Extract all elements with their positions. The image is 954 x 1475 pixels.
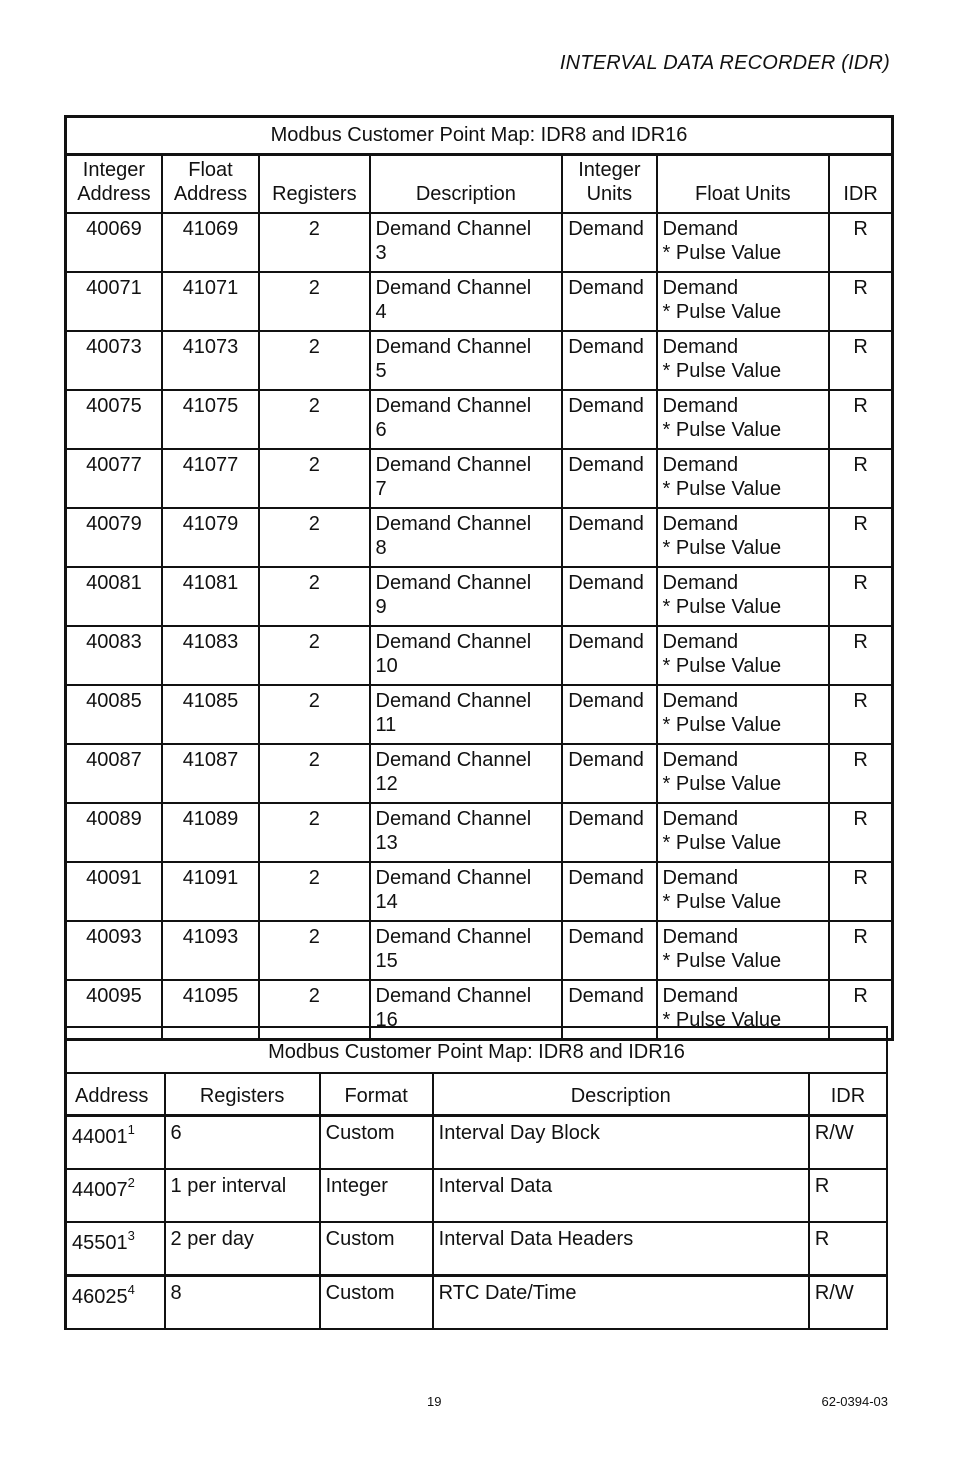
table-cell: Demand Channel 11 — [370, 685, 563, 744]
table-cell: R — [829, 331, 892, 390]
table-cell: R — [829, 567, 892, 626]
table-cell: 2 — [259, 213, 369, 272]
table-cell: 41089 — [162, 803, 259, 862]
column-header: Registers — [165, 1073, 320, 1116]
table-cell: R — [829, 390, 892, 449]
page-number: 19 — [427, 1394, 442, 1409]
table-row — [66, 331, 893, 390]
column-header: Float Address — [162, 155, 259, 214]
table-cell: Demand — [562, 921, 656, 980]
table-cell: Demand — [562, 980, 656, 1040]
table-cell: 41087 — [162, 744, 259, 803]
address-cell: 45501$^3$ — [66, 1222, 165, 1276]
table-cell: Demand Channel 3 — [370, 213, 563, 272]
idr-cell: R/W — [809, 1276, 887, 1330]
description-cell: Interval Data — [433, 1169, 809, 1222]
table-cell: 2 — [259, 921, 369, 980]
table-cell: 40081 — [66, 567, 162, 626]
table-cell: 2 — [259, 567, 369, 626]
table-row — [66, 272, 893, 331]
table-cell: 41081 — [162, 567, 259, 626]
table-row — [66, 744, 893, 803]
table-cell: R — [829, 980, 892, 1040]
table-cell: Demand — [562, 567, 656, 626]
table-cell: Demand — [562, 744, 656, 803]
table-cell: R — [829, 744, 892, 803]
description-cell: Interval Data Headers — [433, 1222, 809, 1276]
registers-cell: 8 — [165, 1276, 320, 1330]
table-cell: 41079 — [162, 508, 259, 567]
table-cell: 2 — [259, 980, 369, 1040]
table-cell: 40089 — [66, 803, 162, 862]
registers-cell: 6 — [165, 1116, 320, 1170]
table-cell: Demand Channel 15 — [370, 921, 563, 980]
table-row — [66, 626, 893, 685]
table-cell: 40095 — [66, 980, 162, 1040]
table-cell: Demand * Pulse Value — [657, 862, 830, 921]
table-cell: Demand — [562, 272, 656, 331]
address-cell: 46025$^4$ — [66, 1276, 165, 1330]
table-cell: Demand — [562, 626, 656, 685]
column-header: Integer Units — [562, 155, 656, 214]
table-cell: 40085 — [66, 685, 162, 744]
table-cell: 40093 — [66, 921, 162, 980]
table-cell: 40077 — [66, 449, 162, 508]
table-cell: 40071 — [66, 272, 162, 331]
footnote-marker: 3 — [127, 1228, 135, 1243]
table-cell: Demand * Pulse Value — [657, 980, 830, 1040]
column-header: Address — [66, 1073, 165, 1116]
table-caption: Modbus Customer Point Map: IDR8 and IDR16 — [66, 117, 893, 155]
table-cell: 41095 — [162, 980, 259, 1040]
table-cell: 41075 — [162, 390, 259, 449]
table-cell: 40083 — [66, 626, 162, 685]
table-cell: 40069 — [66, 213, 162, 272]
table-cell: 40091 — [66, 862, 162, 921]
table-cell: R — [829, 626, 892, 685]
table-cell: 2 — [259, 331, 369, 390]
table-row — [66, 213, 893, 272]
table-cell: 41071 — [162, 272, 259, 331]
table-cell: 41085 — [162, 685, 259, 744]
table-row — [66, 685, 893, 744]
table-cell: Demand * Pulse Value — [657, 390, 830, 449]
table-cell: Demand * Pulse Value — [657, 921, 830, 980]
table-cell: 41083 — [162, 626, 259, 685]
table-cell: Demand * Pulse Value — [657, 331, 830, 390]
format-cell: Custom — [320, 1116, 433, 1170]
table-cell: Demand — [562, 213, 656, 272]
column-header: Integer Address — [66, 155, 162, 214]
table-cell: Demand * Pulse Value — [657, 626, 830, 685]
table-header-row — [66, 1073, 888, 1116]
column-header: Float Units — [657, 155, 830, 214]
table-cell: 41077 — [162, 449, 259, 508]
table-cell: 2 — [259, 803, 369, 862]
table-header-row — [66, 155, 893, 214]
idr-cell: R/W — [809, 1116, 887, 1170]
table-cell: Demand Channel 16 — [370, 980, 563, 1040]
registers-cell: 1 per interval — [165, 1169, 320, 1222]
table-cell: Demand Channel 14 — [370, 862, 563, 921]
table-cell: 40087 — [66, 744, 162, 803]
footnote-marker: 2 — [127, 1175, 135, 1190]
table-row — [66, 1222, 888, 1276]
format-cell: Custom — [320, 1222, 433, 1276]
table-cell: Demand * Pulse Value — [657, 508, 830, 567]
table-cell: 41073 — [162, 331, 259, 390]
table-row — [66, 390, 893, 449]
table-cell: Demand — [562, 331, 656, 390]
table-cell: Demand — [562, 508, 656, 567]
table-row — [66, 1169, 888, 1222]
table-cell: Demand Channel 6 — [370, 390, 563, 449]
table-row — [66, 1276, 888, 1330]
table-cell: Demand — [562, 685, 656, 744]
table-cell: 2 — [259, 626, 369, 685]
table-cell: R — [829, 862, 892, 921]
table-cell: Demand — [562, 862, 656, 921]
table-cell: 41069 — [162, 213, 259, 272]
table-cell: Demand — [562, 449, 656, 508]
table-cell: Demand * Pulse Value — [657, 803, 830, 862]
table-row — [66, 567, 893, 626]
table-cell: R — [829, 272, 892, 331]
table-row — [66, 803, 893, 862]
table-cell: 2 — [259, 449, 369, 508]
table-cell: Demand Channel 5 — [370, 331, 563, 390]
table-caption: Modbus Customer Point Map: IDR8 and IDR16 — [66, 1027, 888, 1073]
table-cell: 2 — [259, 685, 369, 744]
table-cell: Demand — [562, 803, 656, 862]
table-cell: 2 — [259, 272, 369, 331]
table-cell: 2 — [259, 744, 369, 803]
description-cell: RTC Date/Time — [433, 1276, 809, 1330]
table-cell: R — [829, 213, 892, 272]
footnote-marker: 1 — [127, 1122, 135, 1137]
table-cell: Demand * Pulse Value — [657, 449, 830, 508]
table-cell: R — [829, 803, 892, 862]
column-header: IDR — [809, 1073, 887, 1116]
table-row — [66, 921, 893, 980]
table-cell: Demand Channel 13 — [370, 803, 563, 862]
point-map-table-1 — [64, 115, 894, 1041]
table-cell: Demand Channel 8 — [370, 508, 563, 567]
table-cell: Demand * Pulse Value — [657, 272, 830, 331]
table-cell: Demand Channel 7 — [370, 449, 563, 508]
table-cell: 41091 — [162, 862, 259, 921]
table-cell: 40073 — [66, 331, 162, 390]
address-cell: 44001$^1$ — [66, 1116, 165, 1170]
idr-cell: R — [809, 1169, 887, 1222]
column-header: Description — [433, 1073, 809, 1116]
column-header: IDR — [829, 155, 892, 214]
table-row — [66, 508, 893, 567]
table-cell: Demand * Pulse Value — [657, 744, 830, 803]
format-cell: Integer — [320, 1169, 433, 1222]
table-cell: 40075 — [66, 390, 162, 449]
table-cell: 2 — [259, 508, 369, 567]
table-row — [66, 449, 893, 508]
idr-cell: R — [809, 1222, 887, 1276]
table-cell: Demand Channel 10 — [370, 626, 563, 685]
registers-cell: 2 per day — [165, 1222, 320, 1276]
table-cell: 2 — [259, 390, 369, 449]
point-map-table-2 — [64, 1026, 888, 1330]
table-cell: R — [829, 449, 892, 508]
table-cell: 40079 — [66, 508, 162, 567]
column-header: Registers — [259, 155, 369, 214]
table-cell: Demand Channel 12 — [370, 744, 563, 803]
table-row — [66, 1116, 888, 1170]
running-header: INTERVAL DATA RECORDER (IDR) — [559, 52, 890, 74]
column-header: Format — [320, 1073, 433, 1116]
footnote-marker: 4 — [127, 1282, 135, 1297]
table-cell: Demand Channel 4 — [370, 272, 563, 331]
table-cell: Demand Channel 9 — [370, 567, 563, 626]
format-cell: Custom — [320, 1276, 433, 1330]
table-cell: Demand * Pulse Value — [657, 567, 830, 626]
description-cell: Interval Day Block — [433, 1116, 809, 1170]
table-cell: R — [829, 508, 892, 567]
column-header: Description — [370, 155, 563, 214]
table-cell: R — [829, 921, 892, 980]
document-number: 62-0394-03 — [821, 1394, 888, 1409]
table-cell: 41093 — [162, 921, 259, 980]
table-cell: Demand * Pulse Value — [657, 213, 830, 272]
table-cell: 2 — [259, 862, 369, 921]
table-cell: R — [829, 685, 892, 744]
table-row — [66, 862, 893, 921]
address-cell: 44007$^2$ — [66, 1169, 165, 1222]
table-cell: Demand — [562, 390, 656, 449]
table-cell: Demand * Pulse Value — [657, 685, 830, 744]
